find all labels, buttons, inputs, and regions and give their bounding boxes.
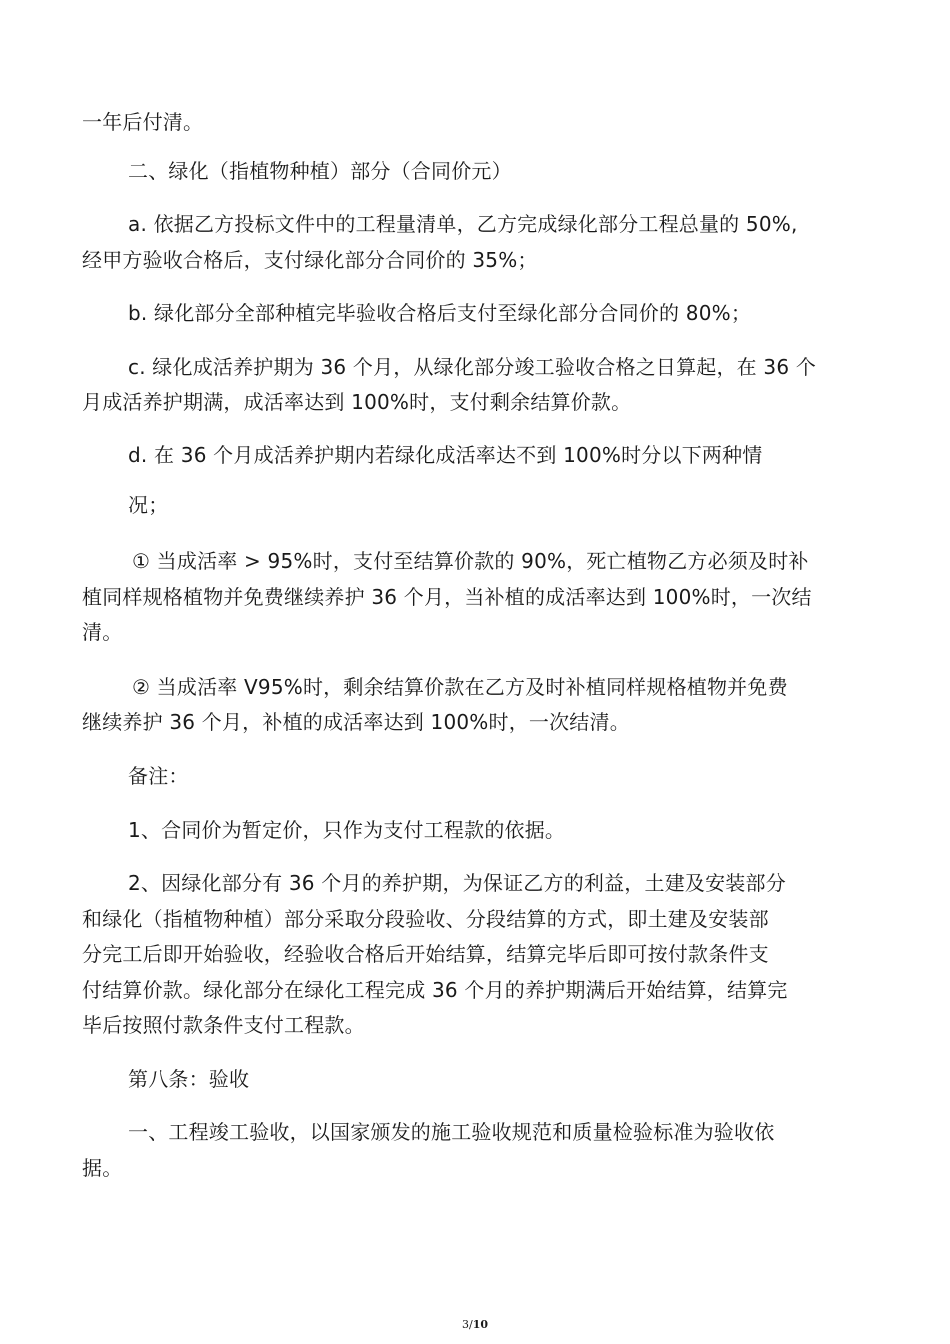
text-line: a. 依据乙方投标文件中的工程量清单，乙方完成绿化部分工程总量的 50%,: [128, 212, 798, 236]
text-line: 付结算价款。绿化部分在绿化工程完成 36 个月的养护期满后开始结算，结算完: [82, 978, 788, 1002]
page-number: [0, 1318, 950, 1331]
page-total: 10: [472, 1318, 489, 1331]
section-heading: 二、绿化（指植物种植）部分（合同价元）: [128, 159, 512, 183]
text-line: 经甲方验收合格后，支付绿化部分合同价的 35%；: [82, 248, 538, 272]
text-line: 和绿化（指植物种植）部分采取分段验收、分段结算的方式，即土建及安装部: [82, 907, 769, 931]
article-heading: 第八条：验收: [128, 1067, 250, 1091]
remarks-heading: 备注：: [128, 764, 189, 788]
text-line: 据。: [82, 1156, 123, 1180]
text-line: 毕后按照付款条件支付工程款。: [82, 1013, 365, 1037]
text-line: 一年后付清。: [82, 110, 204, 134]
text-line: 植同样规格植物并免费继续养护 36 个月，当补植的成活率达到 100%时，一次结: [82, 585, 812, 609]
text-line: ② 当成活率 V95%时，剩余结算价款在乙方及时补植同样规格植物并免费: [132, 675, 788, 699]
text-line: 一、工程竣工验收，以国家颁发的施工验收规范和质量检验标准为验收依: [128, 1120, 775, 1144]
text-line: d. 在 36 个月成活养护期内若绿化成活率达不到 100%时分以下两种情: [128, 443, 763, 467]
text-line: ① 当成活率 > 95%时，支付至结算价款的 90%，死亡植物乙方必须及时补: [132, 549, 809, 573]
text-line: b. 绿化部分全部种植完毕验收合格后支付至绿化部分合同价的 80%；: [128, 301, 752, 325]
text-line: 2、因绿化部分有 36 个月的养护期，为保证乙方的利益，土建及安装部分: [128, 871, 786, 895]
text-line: c. 绿化成活养护期为 36 个月，从绿化部分竣工验收合格之日算起，在 36 个: [128, 355, 817, 379]
text-line: 分完工后即开始验收，经验收合格后开始结算，结算完毕后即可按付款条件支: [82, 942, 769, 966]
page-current: 3/: [461, 1318, 473, 1331]
text-line: 月成活养护期满，成活率达到 100%时，支付剩余结算价款。: [82, 390, 632, 414]
text-line: 继续养护 36 个月，补植的成活率达到 100%时，一次结清。: [82, 710, 630, 734]
text-line: 清。: [82, 620, 123, 644]
text-line: 1、合同价为暂定价，只作为支付工程款的依据。: [128, 818, 566, 842]
text-line: 况；: [128, 493, 169, 517]
